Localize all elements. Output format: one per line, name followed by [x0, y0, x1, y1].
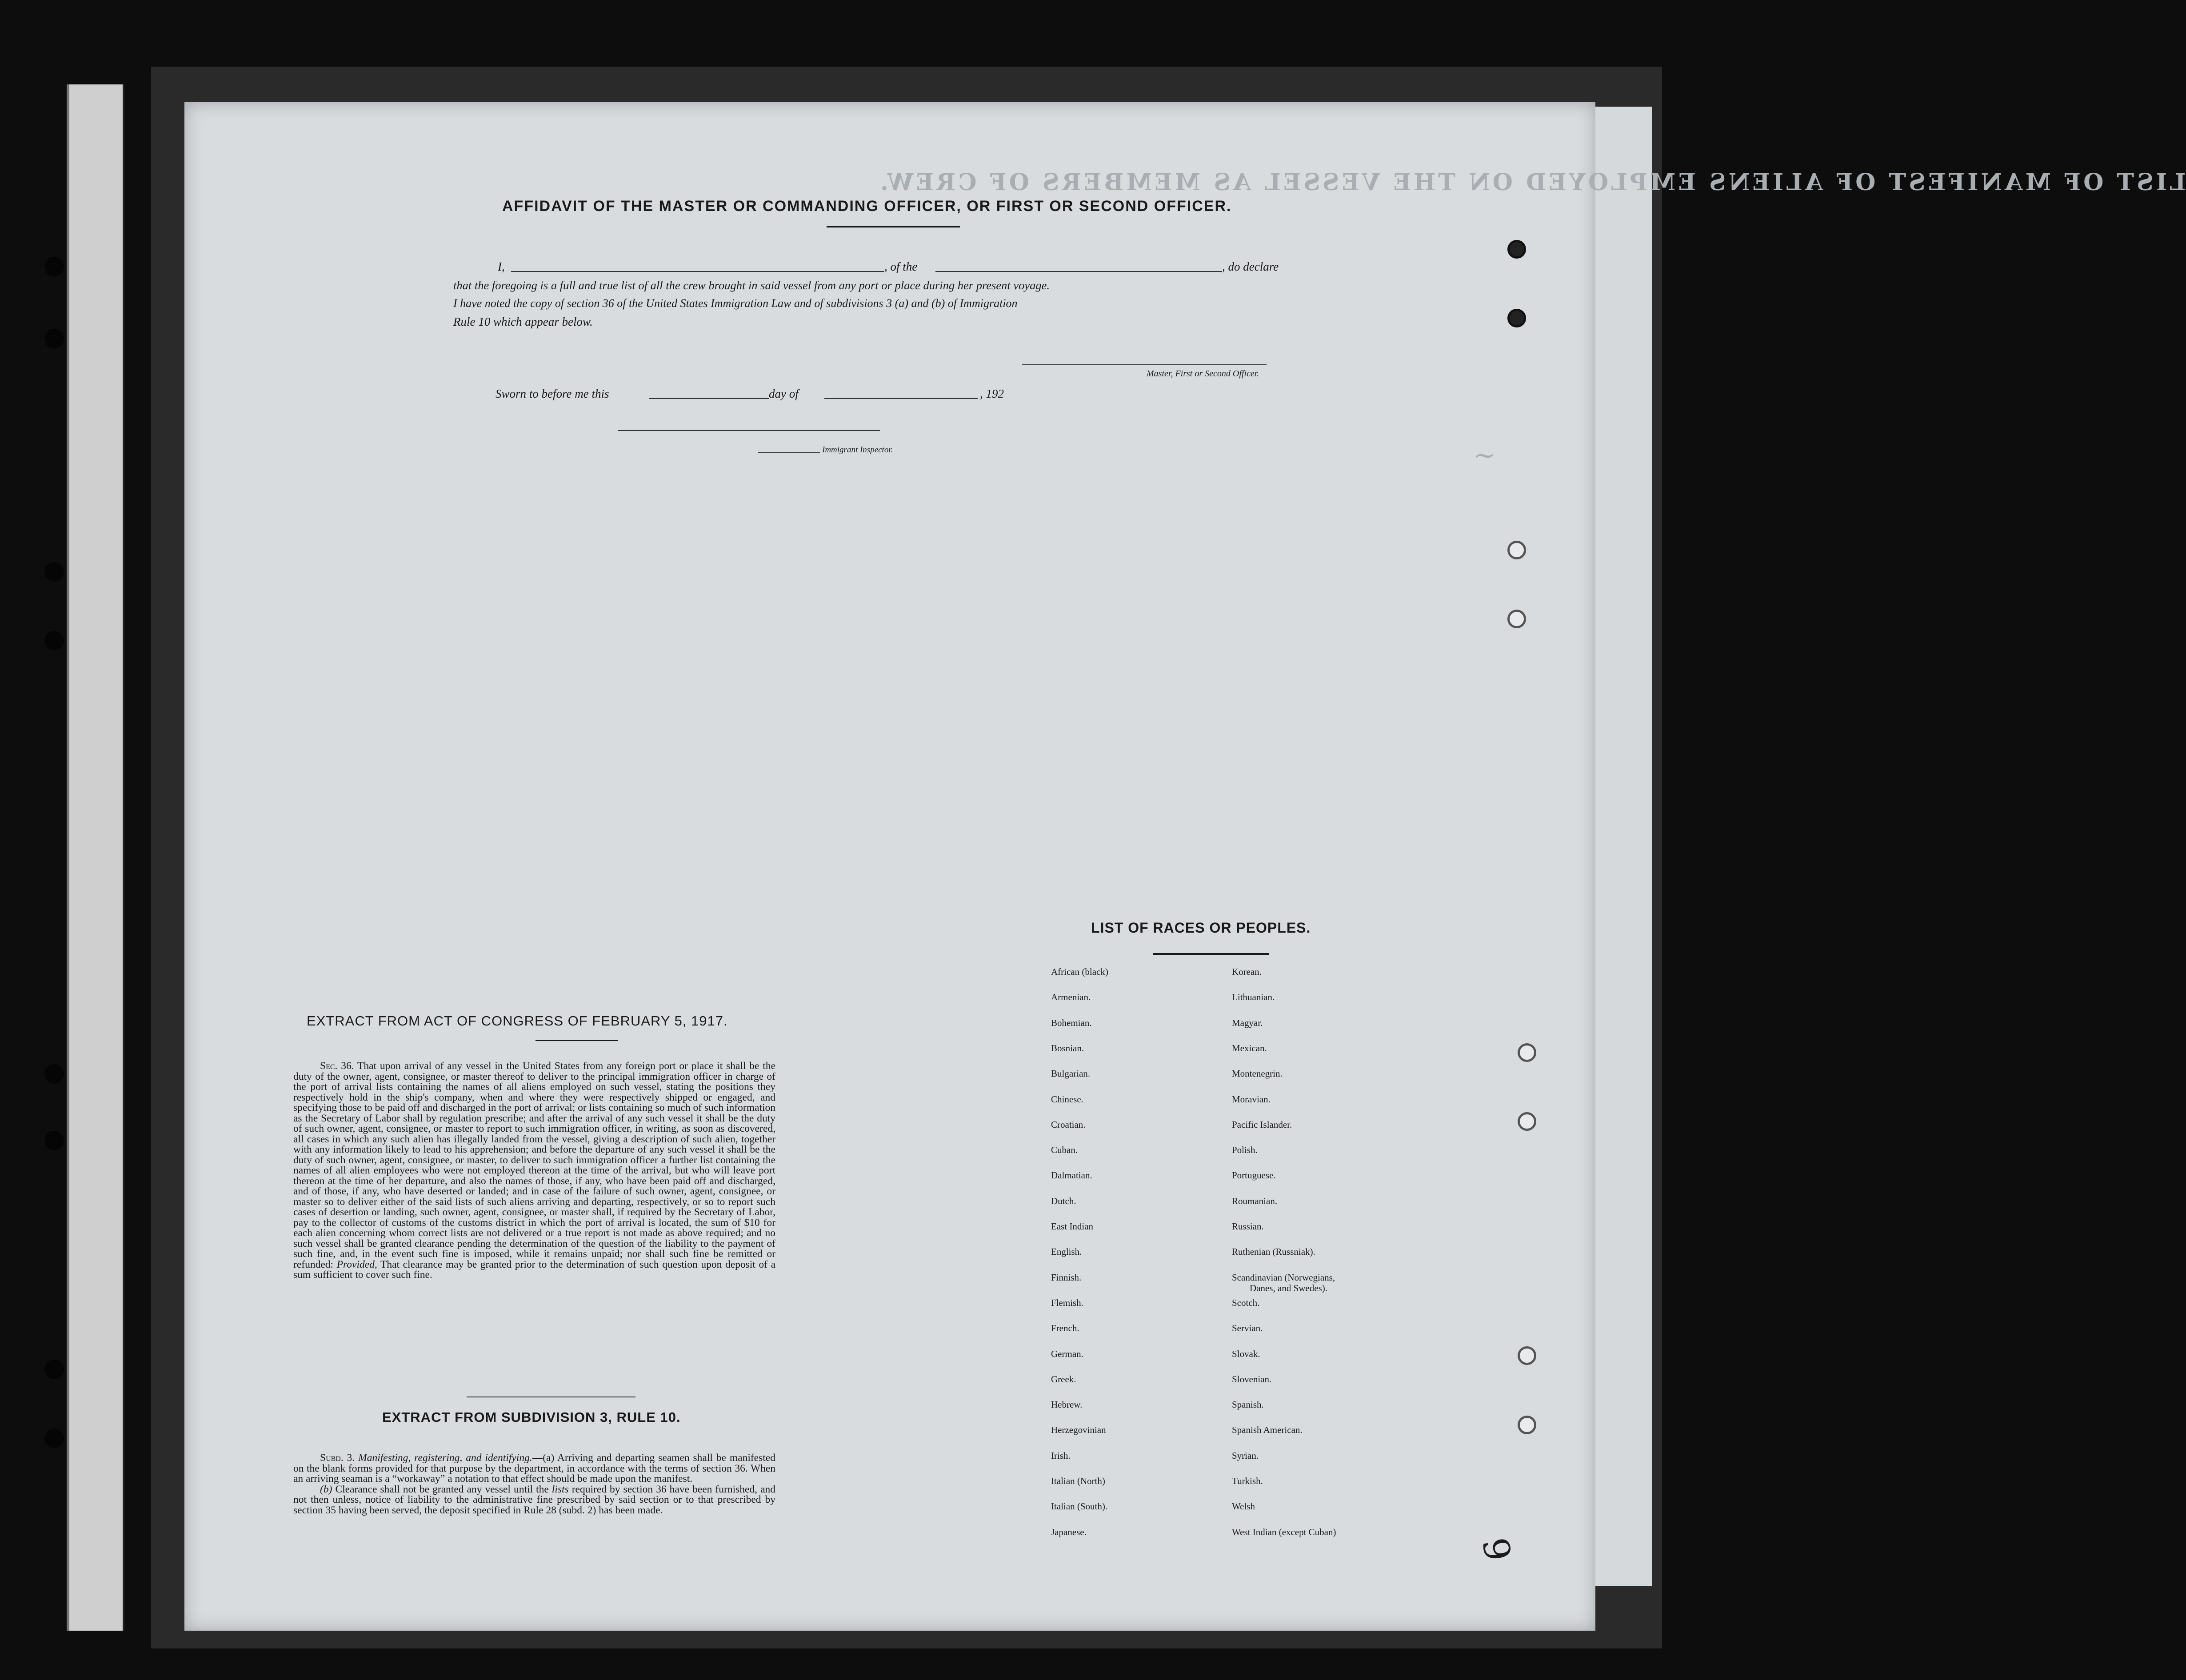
race-item: Cuban.: [1051, 1145, 1078, 1156]
race-item: Bulgarian.: [1051, 1068, 1091, 1079]
rule-text: [293, 1453, 775, 1516]
race-item: Ruthenian (Russniak).: [1232, 1246, 1315, 1257]
race-item: Slovak.: [1232, 1348, 1260, 1359]
race-item: French.: [1051, 1323, 1079, 1334]
race-item: Montenegrin.: [1232, 1068, 1283, 1079]
race-item: Greek.: [1051, 1373, 1076, 1385]
race-item: Moravian.: [1232, 1093, 1271, 1105]
race-item: Welsh: [1232, 1501, 1255, 1512]
punch-hole: [1507, 240, 1526, 259]
race-item: Herzegovinian: [1051, 1425, 1106, 1436]
race-item: Roumanian.: [1232, 1195, 1278, 1206]
race-item: Bohemian.: [1051, 1017, 1092, 1028]
affidavit-page: [184, 102, 2186, 1631]
race-item: Chinese.: [1051, 1093, 1083, 1105]
race-item: Slovenian.: [1232, 1373, 1272, 1385]
subd-a-text: Arriving and departing seamen shall be manifested on the blank forms provided for that purpose by the department, in accordance with the terms of section 36. When an arriving seaman is a “workaway” a notation to that effect should be made upon the manifest.: [293, 1452, 775, 1484]
race-item: Hebrew.: [1051, 1399, 1083, 1410]
race-item: Scotch.: [1232, 1297, 1260, 1308]
subd-a-label: —(a): [532, 1452, 555, 1464]
punch-hole: [1507, 541, 1526, 559]
race-item-continuation: Danes, and Swedes).: [1250, 1282, 1327, 1293]
binder-hole: [44, 562, 64, 582]
race-item: Dalmatian.: [1051, 1170, 1092, 1181]
race-item: Servian.: [1232, 1323, 1263, 1334]
race-item: Flemish.: [1051, 1297, 1083, 1308]
sworn-label: Sworn to before me this: [496, 387, 609, 400]
proviso-text: That clearance may be granted prior to the determination of such question upon deposit of a sum sufficient to cover such fine.: [293, 1258, 776, 1281]
affidavit-of-the: , of the: [884, 260, 918, 273]
race-item: Scandinavian (Norwegians,: [1232, 1272, 1335, 1283]
year-label: , 192: [980, 387, 1004, 400]
affidavit-line-2: that the foregoing is a full and true list of all the crew brought in said vessel from any port or place during her present voyage.: [453, 279, 1050, 292]
sec-label: Sec. 36.: [320, 1060, 354, 1072]
race-item: East Indian: [1051, 1221, 1094, 1232]
affidavit-do-declare: , do declare: [1222, 260, 1279, 273]
binder-hole: [44, 1064, 64, 1084]
punch-hole: [1518, 1416, 1536, 1434]
race-item: Croatian.: [1051, 1119, 1086, 1130]
officer-name-blank: [511, 271, 884, 272]
sec-text: That upon arrival of any vessel in the United States from any foreign port or place it shall be the duty of the owner, agent, consignee, or master thereof to deliver to the principal immigration officer in charge of the port of arrival lists containing the names of all aliens employed on such vessel, stating the positions they respectively hold in the ship's company, when and where they were respectively shipped or engaged, and specifying those to be paid off and discharged in the port of arrival; or lists containing so much of such information as the Secretary of Labor shall by regulation prescribe; and after the arrival of any such vessel it shall be the duty of such owner, agent, consignee, or master to report to such immigration officer, in writing, as soon as discovered, all cases in which any such alien has illegally landed from the vessel, giving a description of such alien, together with any information likely to lead to his apprehension; and before the departure of any such vessel it shall be the duty of such owner, agent, consignee, or master, to deliver to such immigration officer a further list containing the names of all alien employees who were not employed thereon at the time of the arrival, but who will leave port thereon at the time of her departure, and also the names of those, if any, who have been paid off and discharged, and of those, if any, who have deserted or landed; and in case of the failure of such owner, agent, consignee, or master so to deliver either of the said lists of such aliens arriving and departing, respectively, or so to report such cases of desertion or landing, such owner, agent, consignee, or master shall, if required by the Secretary of Labor, pay to the collector of customs of the customs district in which the port of arrival is located, the sum of $10 for each alien concerning whom correct lists are not delivered or a true report is not made as above required; and no such vessel shall be granted clearance pending the determination of the question of the liability to the payment of such fine, and, in the event such fine is imposed, while it remains unpaid; nor shall such fine be remitted or refunded:: [293, 1060, 775, 1270]
sworn-month-blank: [824, 398, 978, 399]
inspector-short-line: [758, 452, 820, 453]
race-item: Armenian.: [1051, 992, 1091, 1003]
act-title: EXTRACT FROM ACT OF CONGRESS OF FEBRUARY 5, 1917.: [307, 1013, 728, 1029]
inspector-signature-line: [618, 430, 880, 431]
signature-line: [1022, 364, 1267, 365]
race-item: Spanish American.: [1232, 1425, 1303, 1436]
subd-b-lists: lists: [551, 1483, 569, 1495]
binder-hole: [44, 1429, 64, 1448]
race-item: Bosnian.: [1051, 1042, 1084, 1053]
race-item: Irish.: [1051, 1450, 1071, 1461]
races-title: LIST OF RACES OR PEOPLES.: [1091, 920, 1311, 936]
race-item: Pacific Islander.: [1232, 1119, 1292, 1130]
race-item: Syrian.: [1232, 1450, 1259, 1461]
affidavit-line-4: Rule 10 which appear below.: [453, 315, 593, 328]
race-item: Finnish.: [1051, 1272, 1082, 1283]
subd-heading: Manifesting, registering, and identifying.: [358, 1452, 532, 1464]
binder-hole: [44, 257, 64, 276]
binder-hole: [44, 1360, 64, 1379]
race-item: English.: [1051, 1246, 1082, 1257]
race-item: Mexican.: [1232, 1042, 1267, 1053]
title-underline: [827, 226, 960, 227]
bleed-through-heading: LIST OF MANIFEST OF ALIENS EMPLOYED ON THE VESSEL AS MEMBERS OF CREW.: [878, 169, 2186, 196]
races-underline: [1153, 953, 1269, 955]
vessel-name-blank: [935, 271, 1222, 272]
affidavit-line-3: I have noted the copy of section 36 of the United States Immigration Law and of subdivisions 3 (a) and (b) of Immigration: [453, 297, 1018, 310]
inspector-label: Immigrant Inspector.: [822, 445, 893, 455]
subd-b-text-2: required by section 36 have been furnished, and not then unless, notice of liability to the administrative fine prescribed by said section or to that prescribed by section 35 having been served, the deposit specified in Rule 28 (subd. 2) has been made.: [293, 1483, 776, 1516]
race-item: Italian (South).: [1051, 1501, 1108, 1512]
subd-b-text-1: Clearance shall not be granted any vessel until the: [335, 1483, 549, 1495]
handwritten-page-mark: 6: [1475, 1534, 1520, 1564]
race-item: Magyar.: [1232, 1017, 1263, 1028]
binder-hole: [44, 1131, 64, 1150]
race-item: Russian.: [1232, 1221, 1264, 1232]
act-section-text: [293, 1061, 775, 1281]
punch-hole: [1518, 1346, 1536, 1365]
punch-hole: [1518, 1043, 1536, 1062]
race-item: Dutch.: [1051, 1195, 1076, 1206]
race-item: Korean.: [1232, 966, 1262, 977]
master-label: Master, First or Second Officer.: [1147, 369, 1259, 379]
binder-hole: [44, 329, 64, 348]
race-item: Lithuanian.: [1232, 992, 1275, 1003]
race-item: Italian (North): [1051, 1476, 1105, 1486]
subd-b-label: (b): [320, 1483, 332, 1495]
race-item: Turkish.: [1232, 1476, 1263, 1486]
sworn-day-blank: [649, 398, 769, 399]
race-item: Polish.: [1232, 1145, 1258, 1156]
day-of-label: day of: [769, 387, 799, 400]
binder-strip: [67, 84, 124, 1631]
race-item: Japanese.: [1051, 1526, 1087, 1537]
race-item: West Indian (except Cuban): [1232, 1526, 1336, 1537]
punch-hole: [1507, 610, 1526, 628]
race-item: German.: [1051, 1348, 1083, 1359]
punch-hole: [1518, 1112, 1536, 1131]
proviso-label: Provided,: [336, 1258, 377, 1270]
subd-label: Subd. 3.: [320, 1452, 355, 1464]
binder-hole: [44, 631, 64, 650]
act-underline: [536, 1040, 618, 1041]
bleed-through-mark: ~: [1473, 440, 1496, 471]
race-item: African (black): [1051, 966, 1108, 977]
affidavit-title: AFFIDAVIT OF THE MASTER OR COMMANDING OFFICER, OR FIRST OR SECOND OFFICER.: [502, 198, 1232, 215]
rule-title: EXTRACT FROM SUBDIVISION 3, RULE 10.: [382, 1409, 681, 1425]
punch-hole: [1507, 309, 1526, 327]
affidavit-i-label: I,: [498, 260, 505, 273]
race-item: Portuguese.: [1232, 1170, 1276, 1181]
race-item: Spanish.: [1232, 1399, 1264, 1410]
